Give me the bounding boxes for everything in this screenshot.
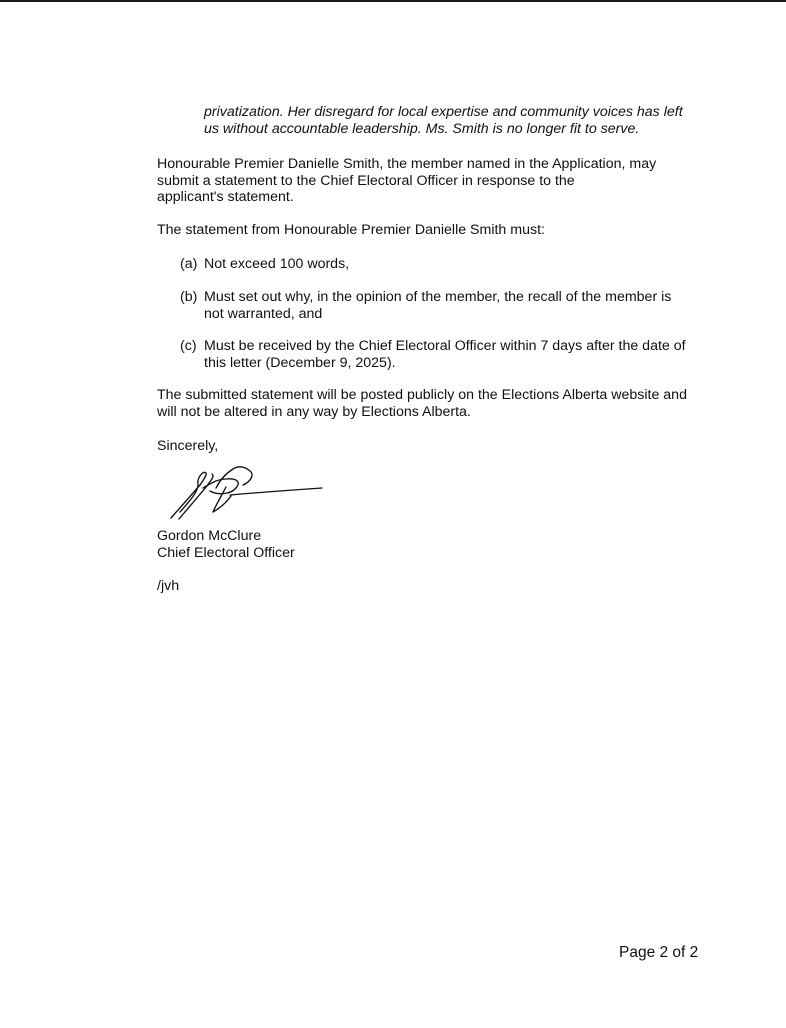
requirement-b-line-1: Must set out why, in the opinion of the member, the recall of the member is: [204, 289, 672, 305]
applicant-statement-quote: [204, 104, 724, 137]
statement-requirements-intro: [157, 222, 717, 239]
requirement-a-content: [204, 256, 714, 273]
publication-notice-paragraph: [157, 387, 717, 420]
paragraph-1-line-3: applicant's statement.: [157, 189, 294, 205]
requirement-b-marker: (b): [180, 289, 198, 305]
initials-text: /jvh: [157, 578, 180, 594]
signatory-name-text: Gordon McClure: [157, 528, 262, 544]
typist-initials: [157, 578, 717, 595]
quote-line-1: privatization. Her disregard for local expertise and community voices has left: [204, 104, 683, 120]
handwritten-signature: [168, 460, 328, 522]
signatory-title: [157, 545, 717, 562]
page-number: Page 2 of 2: [619, 944, 699, 961]
signatory-title-text: Chief Electoral Officer: [157, 545, 295, 561]
requirement-c-line-2: this letter (December 9, 2025).: [204, 354, 396, 371]
top-edge-line: [0, 0, 786, 2]
closing-line: Sincerely,: [157, 438, 219, 454]
paragraph-3-line-1: The submitted statement will be posted publicly on the Elections Alberta website and: [157, 387, 687, 403]
requirement-c-marker: (c): [180, 338, 197, 354]
closing-salutation: [157, 438, 717, 455]
requirement-a-marker: (a): [180, 256, 198, 272]
requirement-c-line-1: Must be received by the Chief Electoral Officer within 7 days after the date of: [204, 338, 686, 354]
paragraph-3-line-2: will not be altered in any way by Elections Alberta.: [157, 403, 471, 420]
signatory-name: [157, 528, 717, 545]
requirement-c-content: [204, 338, 714, 371]
quote-line-2: us without accountable leadership. Ms. Smith is no longer fit to serve.: [204, 120, 640, 137]
paragraph-1-line-1: Honourable Premier Danielle Smith, the member named in the Application, may: [157, 156, 657, 172]
response-notice-paragraph: [157, 156, 717, 206]
paragraph-2-line: The statement from Honourable Premier Danielle Smith must:: [157, 222, 545, 238]
requirement-a-line-1: Not exceed 100 words,: [204, 256, 350, 272]
paragraph-1-line-2: submit a statement to the Chief Electoral Officer in response to the: [157, 172, 575, 189]
requirement-b-line-2: not warranted, and: [204, 305, 323, 322]
requirement-b-content: [204, 289, 714, 322]
